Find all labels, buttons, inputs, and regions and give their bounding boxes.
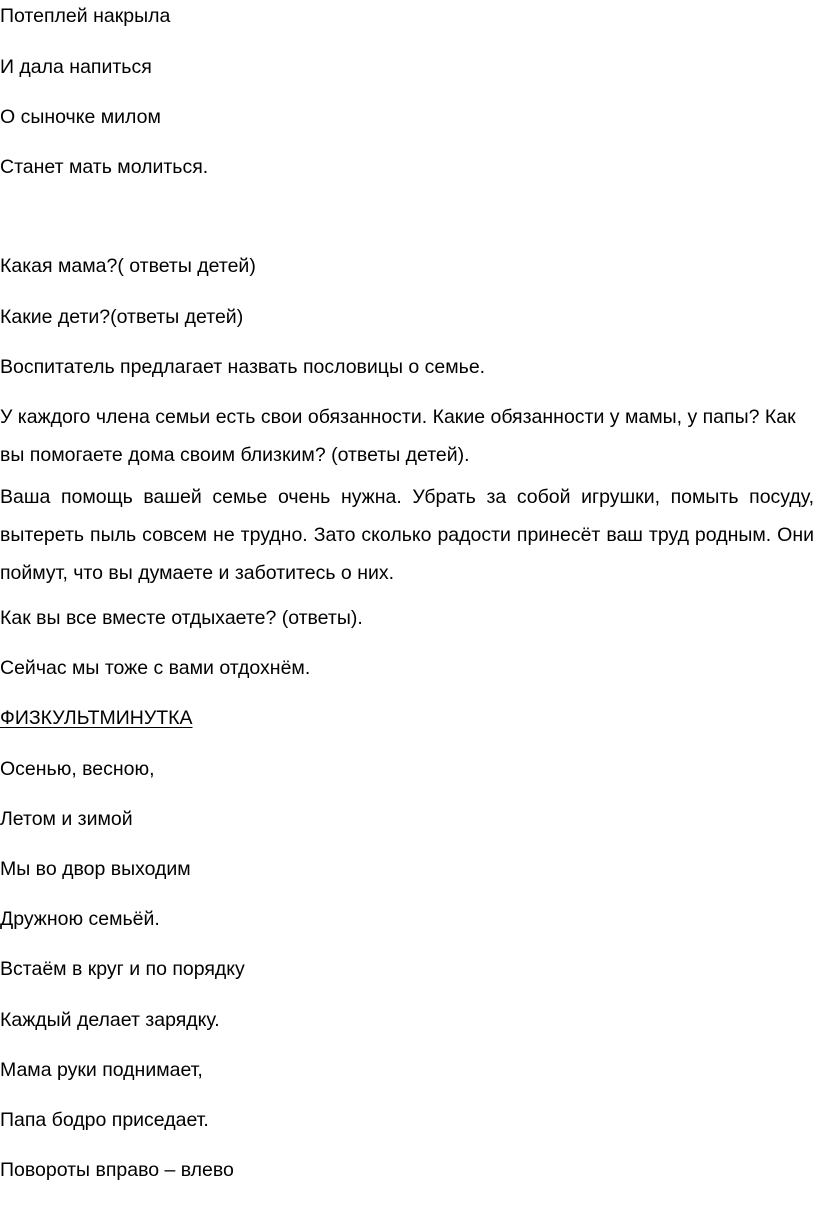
poem-line: Папа бодро приседает. xyxy=(0,1109,209,1131)
proverbs-paragraph: Воспитатель предлагает назвать пословицы о семье. xyxy=(0,356,486,378)
poem-line: Летом и зимой xyxy=(0,808,133,830)
poem-line: Мы во двор выходим xyxy=(0,858,191,880)
question-children: Какие дети?(ответы детей) xyxy=(0,306,244,328)
duties-paragraph: У каждого члена семьи есть свои обязанности. Какие обязанности у мамы, у папы? Как вы помогаете дома своим близким? (ответы детей). xyxy=(0,406,796,466)
section-heading: ФИЗКУЛЬТМИНУТКА xyxy=(0,707,193,729)
help-paragraph: Ваша помощь вашей семье очень нужна. Убрать за собой игрушки, помыть посуду, вытереть пыль совсем не трудно. Зато сколько радости принесёт ваш труд родным. Они поймут, что вы думаете и заботитесь о них. xyxy=(0,486,814,584)
poem-line: О сыночке милом xyxy=(0,106,161,128)
rest-question: Как вы все вместе отдыхаете? (ответы). xyxy=(0,607,363,629)
poem-line: Дружною семьёй. xyxy=(0,908,160,930)
poem-line: И дала напиться xyxy=(0,56,152,78)
poem-line: Мама руки поднимает, xyxy=(0,1059,203,1081)
rest-now: Сейчас мы тоже с вами отдохнём. xyxy=(0,657,311,679)
poem-line: Повороты вправо – влево xyxy=(0,1159,234,1181)
question-mother: Какая мама?( ответы детей) xyxy=(0,255,256,277)
poem-line: Станет мать молиться. xyxy=(0,156,209,178)
poem-line: Встаём в круг и по порядку xyxy=(0,958,245,980)
poem-line: Потеплей накрыла xyxy=(0,5,171,27)
poem-line: Каждый делает зарядку. xyxy=(0,1009,220,1031)
poem-line: Осенью, весною, xyxy=(0,758,155,780)
